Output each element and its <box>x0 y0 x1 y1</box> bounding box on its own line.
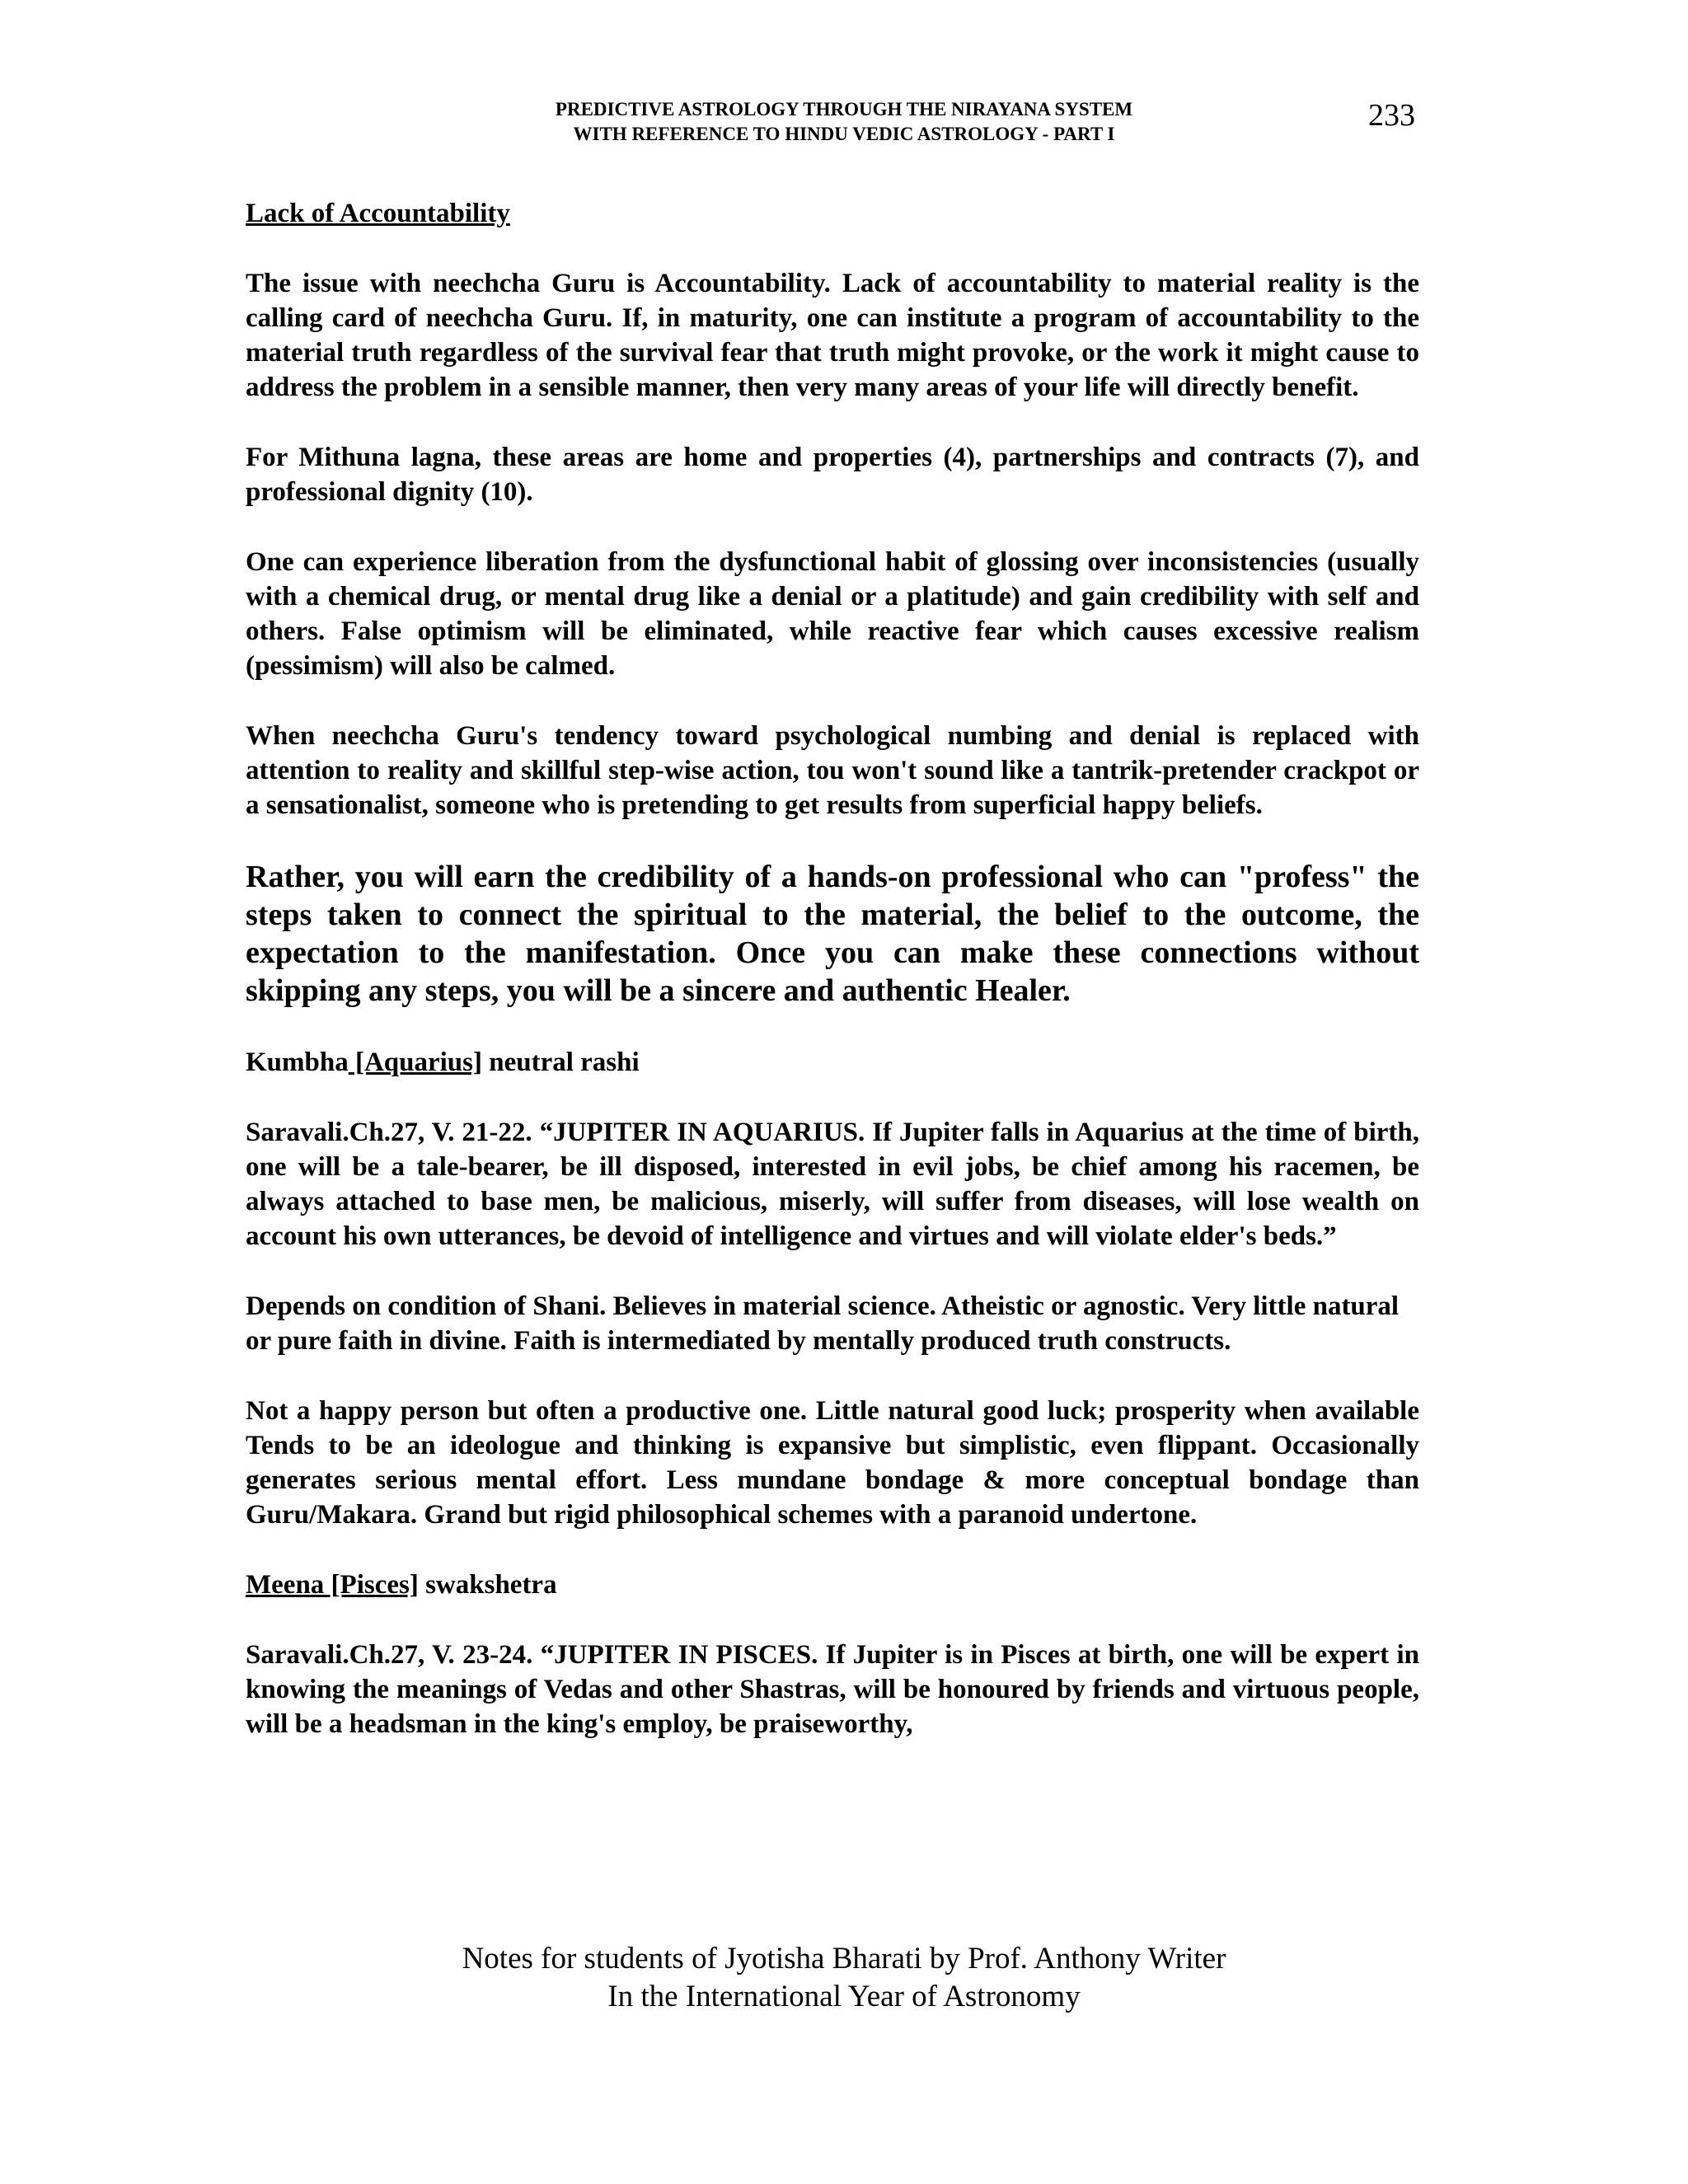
meena-heading-status: swakshetra <box>418 1570 557 1600</box>
paragraph-saravali-pisces: Saravali.Ch.27, V. 23-24. “JUPITER IN PISCES. If Jupiter is in Pisces at birth, one will be expert in knowing the meanings of Vedas and other Shastras, will be honoured by friends and virtuous people, will be a headsman in the king's employ, be praiseworthy, <box>246 1640 1419 1739</box>
footer-line-2: In the International Year of Astronomy <box>607 1980 1081 2013</box>
paragraph-accountability-4: When neechcha Guru's tendency toward psychological numbing and denial is replaced with attention to reality and skillful step-wise action, tou won't sound like a tantrik-pretender crackpot or a sensationalist, someone who is pretending to get results from superficial happy beliefs. <box>246 721 1419 820</box>
paragraph-kumbha-notes-1: Depends on condition of Shani. Believes in material science. Atheistic or agnostic. Very little natural or pure faith in divine. Faith is intermediated by mentally produced truth constructs. <box>246 1291 1400 1356</box>
section-heading-kumbha <box>246 1045 1419 1080</box>
paragraph-accountability-3: One can experience liberation from the dysfunctional habit of glossing over inconsistencies (usually with a chemical drug, or mental drug like a denial or a platitude) and gain credibility with self and others. False optimism will be eliminated, while reactive fear which causes excessive realism (pessimism) will also be calmed. <box>246 547 1419 681</box>
page-number: 233 <box>1368 98 1415 133</box>
kumbha-heading-aquarius: [Aquarius] <box>348 1047 482 1077</box>
page-body <box>246 196 1419 1777</box>
meena-heading-name: Meena [Pisces] <box>246 1570 419 1600</box>
page-footer <box>0 1940 1688 2016</box>
running-header-line-1: PREDICTIVE ASTROLOGY THROUGH THE NIRAYANA SYSTEM <box>555 99 1133 120</box>
section-heading-meena <box>246 1568 1419 1602</box>
kumbha-heading-status: neutral rashi <box>482 1047 640 1077</box>
paragraph-kumbha-notes-2: Not a happy person but often a productive one. Little natural good luck; prosperity when available Tends to be an ideologue and thinking is expansive but simplistic, even flippant. Occasionally generates serious mental effort. Less mundane bondage & more conceptual bondage than Guru/Makara. Grand but rigid philosophical schemes with a paranoid undertone. <box>246 1396 1419 1530</box>
running-header <box>0 97 1688 147</box>
running-header-line-2: WITH REFERENCE TO HINDU VEDIC ASTROLOGY - PART I <box>573 124 1115 144</box>
footer-line-1: Notes for students of Jyotisha Bharati by Prof. Anthony Writer <box>462 1942 1226 1975</box>
section-heading-accountability: Lack of Accountability <box>246 199 510 228</box>
paragraph-saravali-aquarius: Saravali.Ch.27, V. 21-22. “JUPITER IN AQUARIUS. If Jupiter falls in Aquarius at the time of birth, one will be a tale-bearer, be ill disposed, interested in evil jobs, be chief among his racemen, be always attached to base men, be malicious, miserly, will suffer from diseases, will lose wealth on account his own utterances, be devoid of intelligence and virtues and will violate elder's beds.” <box>246 1118 1419 1251</box>
paragraph-accountability-2: For Mithuna lagna, these areas are home and properties (4), partnerships and contracts (7), and professional dignity (10). <box>246 443 1419 507</box>
paragraph-accountability-1: The issue with neechcha Guru is Accountability. Lack of accountability to material reality is the calling card of neechcha Guru. If, in maturity, one can institute a program of accountability to the material truth regardless of the survival fear that truth might provoke, or the work it might cause to address the problem in a sensible manner, then very many areas of your life will directly benefit. <box>246 269 1419 402</box>
kumbha-heading-name: Kumbha <box>246 1047 349 1077</box>
paragraph-accountability-5: Rather, you will earn the credibility of a hands-on professional who can "profess" the steps taken to connect the spiritual to the material, the belief to the outcome, the expectation to the manifestation. Once you can make these connections without skipping any steps, you will be a sincere and authentic Healer. <box>246 860 1419 1008</box>
